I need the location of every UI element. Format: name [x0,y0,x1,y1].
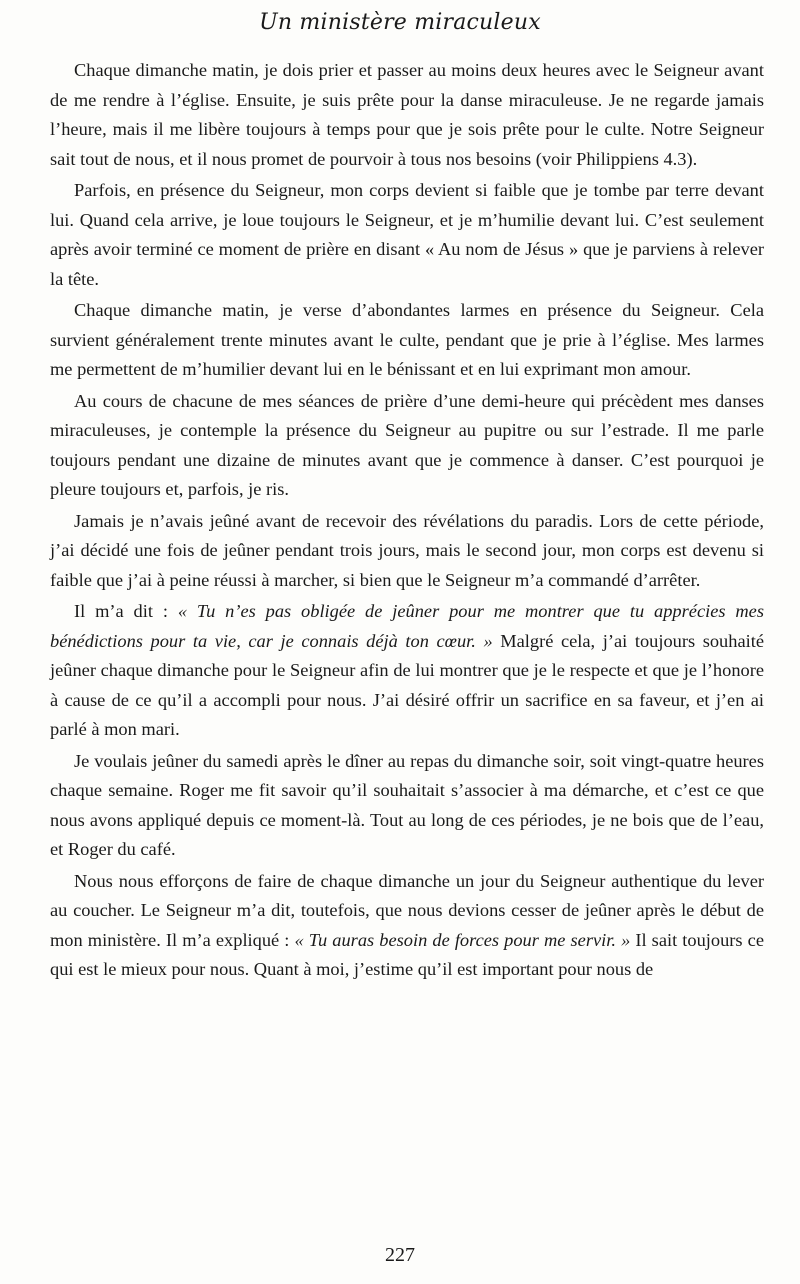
paragraph: Jamais je n’avais jeûné avant de recevoir des révélations du paradis. Lors de cette période, j’ai décidé une fois de jeûner pendant trois jours, mais le second jour, mon corps est devenu si faible que j’ai à peine réussi à marcher, si bien que le Seigneur m’a commandé d’arrêter. [50,510,764,590]
paragraph: Au cours de chacune de mes séances de prière d’une demi-heure qui précèdent mes danses miraculeuses, je contemple la présence du Seigneur au pupitre ou sur l’estrade. Il me parle toujours pendant une dizaine de minutes avant que je commence à danser. C’est pourquoi je pleure toujours et, parfois, je ris. [50,390,764,499]
body-text [50,56,764,987]
italic-quote: « Tu n’es pas obligée de jeûner pour me montrer que tu apprécies mes bénédictions pour ta vie, car je connais déjà ton cœur. » [50,601,765,651]
page-number: 227 [385,1244,415,1266]
running-head-title: Un ministère miraculeux [259,10,541,35]
paragraph [50,867,764,985]
paragraph-tail: Malgré cela, j’ai toujours souhaité jeûner chaque dimanche pour le Seigneur afin de lui montrer que je le respecte et que je l’honore à cause de ce qu’il a accompli pour nous. J’ai désiré offrir un sacrifice en sa faveur, et j’en ai parlé à mon mari. [50,630,764,739]
paragraph-lead: Nous nous efforçons de faire de chaque dimanche un jour du Seigneur authentique du lever au coucher. Le Seigneur m’a dit, toutefois, que nous devions cesser de jeûner après le début de mon ministère. Il m’a expliqué : [50,870,764,950]
paragraph: Chaque dimanche matin, je verse d’abondantes larmes en présence du Seigneur. Cela survient généralement trente minutes avant le culte, pendant que je prie à l’église. Mes larmes me permettent de m’humilier devant lui en le bénissant et en lui exprimant mon amour. [50,300,764,379]
italic-quote: « Tu auras besoin de forces pour me servir. » [294,929,631,950]
paragraph-lead: Il m’a dit : [74,601,178,621]
paragraph: Chaque dimanche matin, je dois prier et passer au moins deux heures avec le Seigneur avant de me rendre à l’église. Ensuite, je suis prête pour la danse miraculeuse. Je ne regarde jamais l’heure, mais il me libère toujours à temps pour que je sois prête pour le culte. Notre Seigneur sait tout de nous, et il nous promet de pourvoir à tous nos besoins (voir Philippiens 4.3). [50,60,764,169]
paragraph-tail: Il sait toujours ce qui est le mieux pour nous. Quant à moi, j’estime qu’il est important pour nous de [50,929,765,979]
paragraph: Je voulais jeûner du samedi après le dîner au repas du dimanche soir, soit vingt-quatre heures chaque semaine. Roger me fit savoir qu’il souhaitait s’associer à ma démarche, et c’est ce que nous avons appliqué depuis ce moment-là. Tout au long de ces périodes, je ne bois que de l’eau, et Roger du café. [50,750,764,859]
paragraph [50,597,764,745]
paragraph: Parfois, en présence du Seigneur, mon corps devient si faible que je tombe par terre devant lui. Quand cela arrive, je loue toujours le Seigneur, et je m’humilie devant lui. C’est seulement après avoir terminé ce moment de prière en disant « Au nom de Jésus » que je parviens à relever la tête. [50,180,764,289]
